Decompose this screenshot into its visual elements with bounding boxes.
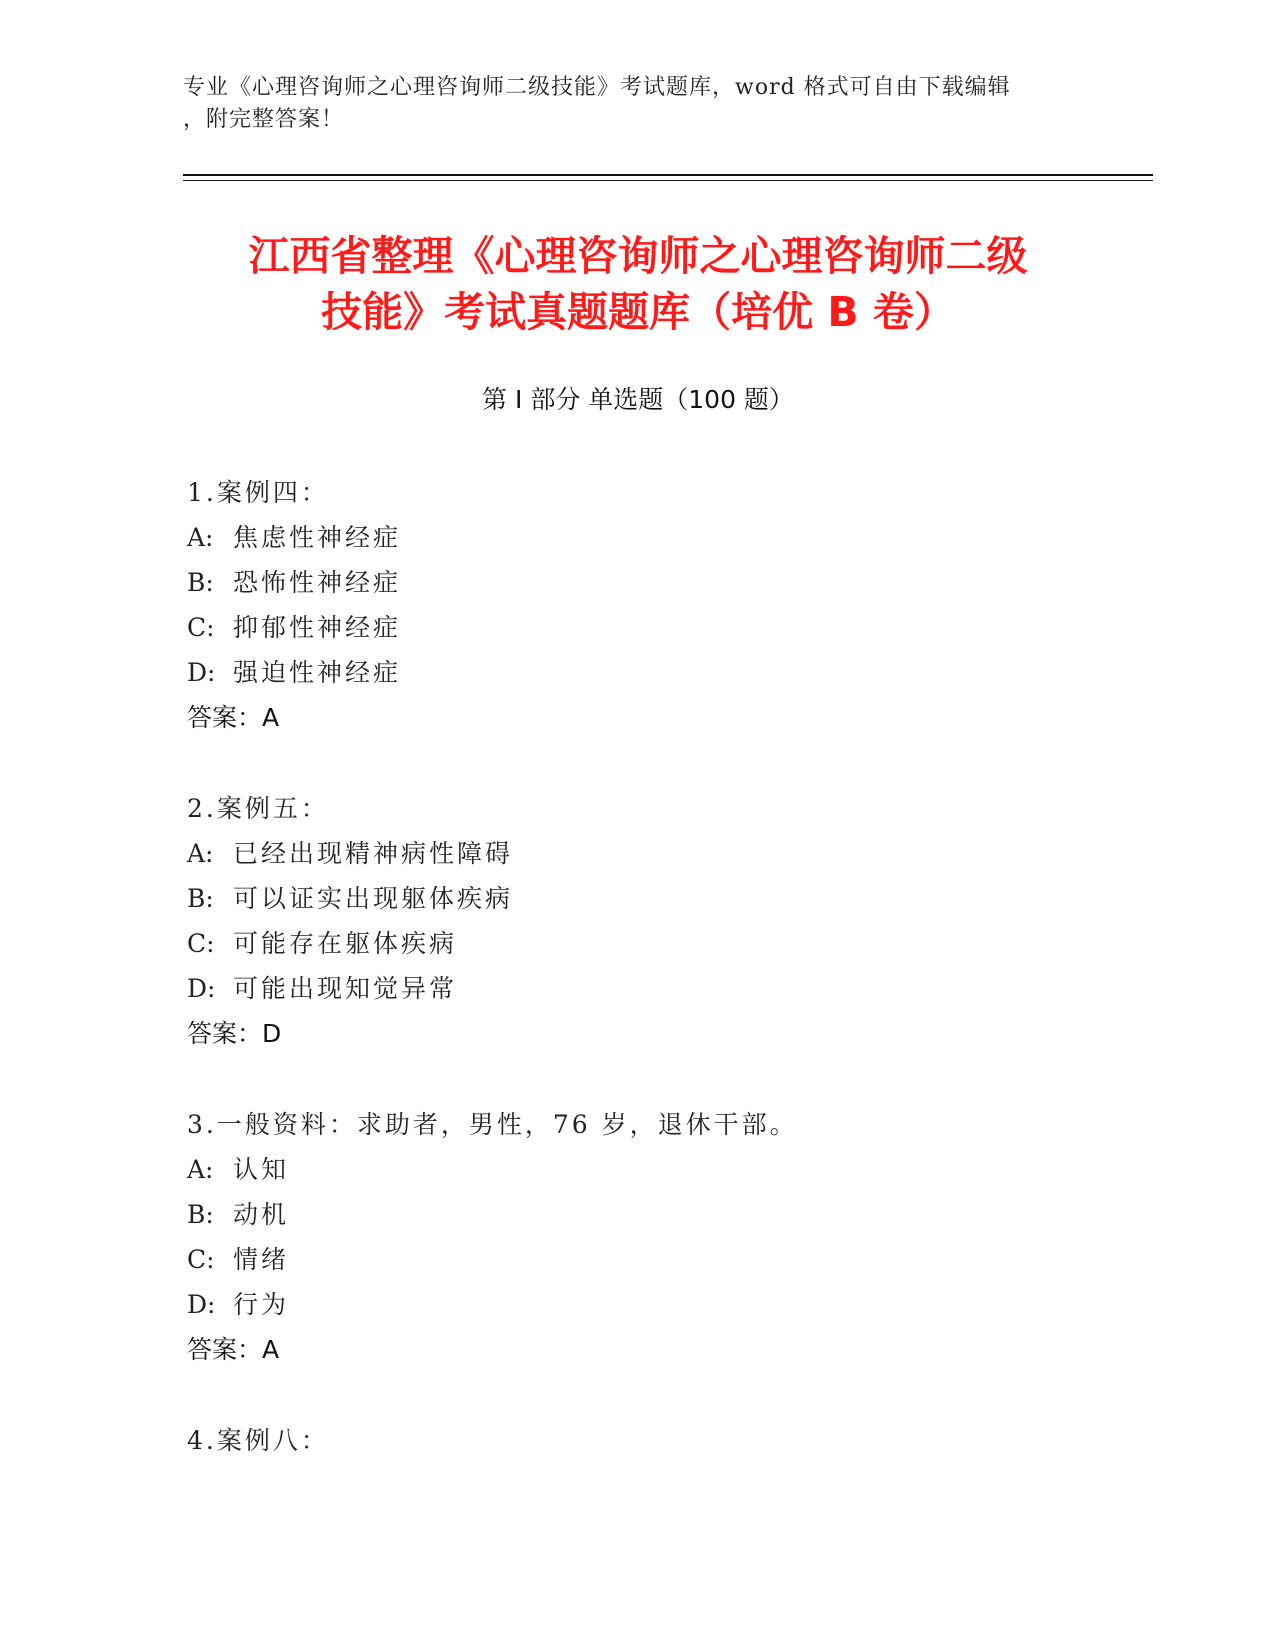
- option-text: 强迫性神经症: [233, 658, 402, 687]
- option-letter: A:: [187, 1155, 214, 1184]
- option-b: [187, 876, 1117, 921]
- option-a: [187, 831, 1117, 876]
- header-divider-thin: [183, 180, 1153, 181]
- option-b: [187, 1192, 1117, 1237]
- option-text: 可以证实出现躯体疾病: [233, 884, 514, 913]
- option-a: [187, 1147, 1117, 1192]
- option-text: 情绪: [233, 1245, 290, 1274]
- question-1: [187, 470, 1117, 740]
- option-letter: B:: [187, 884, 214, 913]
- option-letter: C:: [187, 1245, 215, 1274]
- answer-line: 答案：A: [187, 1335, 280, 1364]
- header-note: [183, 72, 1063, 136]
- option-letter: B:: [187, 1200, 214, 1229]
- answer-line: 答案：A: [187, 703, 280, 732]
- option-b: [187, 560, 1117, 605]
- question-stem: 1.案例四：: [187, 478, 329, 507]
- document-title-line-2: 技能》考试真题题库（培优 B 卷）: [321, 288, 955, 336]
- option-letter: A:: [187, 839, 214, 868]
- option-c: [187, 605, 1117, 650]
- document-title: [183, 228, 1093, 340]
- question-stem: 3.一般资料：求助者，男性，76 岁，退休干部。: [187, 1110, 798, 1139]
- header-divider-thick: [183, 174, 1153, 176]
- option-letter: D:: [187, 1290, 216, 1319]
- question-stem: 2.案例五：: [187, 794, 329, 823]
- question-list: [187, 470, 1117, 1509]
- option-text: 抑郁性神经症: [233, 613, 402, 642]
- answer-line: 答案：D: [187, 1019, 282, 1048]
- question-stem: 4.案例八：: [187, 1426, 329, 1455]
- document-title-line-1: 江西省整理《心理咨询师之心理咨询师二级: [248, 232, 1028, 280]
- header-note-line-2: ，附完整答案！: [183, 107, 345, 132]
- option-text: 行为: [233, 1290, 290, 1319]
- section-heading: 第 I 部分 单选题（100 题）: [482, 385, 794, 414]
- option-c: [187, 1237, 1117, 1282]
- option-letter: B:: [187, 568, 214, 597]
- option-d: [187, 966, 1117, 1011]
- question-3: [187, 1102, 1117, 1372]
- option-a: [187, 515, 1117, 560]
- option-letter: C:: [187, 929, 215, 958]
- option-letter: D:: [187, 658, 216, 687]
- option-text: 焦虑性神经症: [233, 523, 402, 552]
- header-note-line-1: 专业《心理咨询师之心理咨询师二级技能》考试题库，word 格式可自由下载编辑: [183, 75, 1011, 100]
- option-letter: D:: [187, 974, 216, 1003]
- option-text: 可能出现知觉异常: [233, 974, 458, 1003]
- option-text: 可能存在躯体疾病: [233, 929, 458, 958]
- option-d: [187, 1282, 1117, 1327]
- option-d: [187, 650, 1117, 695]
- option-letter: A:: [187, 523, 214, 552]
- option-text: 已经出现精神病性障碍: [233, 839, 514, 868]
- question-2: [187, 786, 1117, 1056]
- option-text: 恐怖性神经症: [233, 568, 402, 597]
- option-c: [187, 921, 1117, 966]
- option-text: 动机: [233, 1200, 290, 1229]
- question-4: [187, 1418, 1117, 1463]
- option-letter: C:: [187, 613, 215, 642]
- option-text: 认知: [233, 1155, 290, 1184]
